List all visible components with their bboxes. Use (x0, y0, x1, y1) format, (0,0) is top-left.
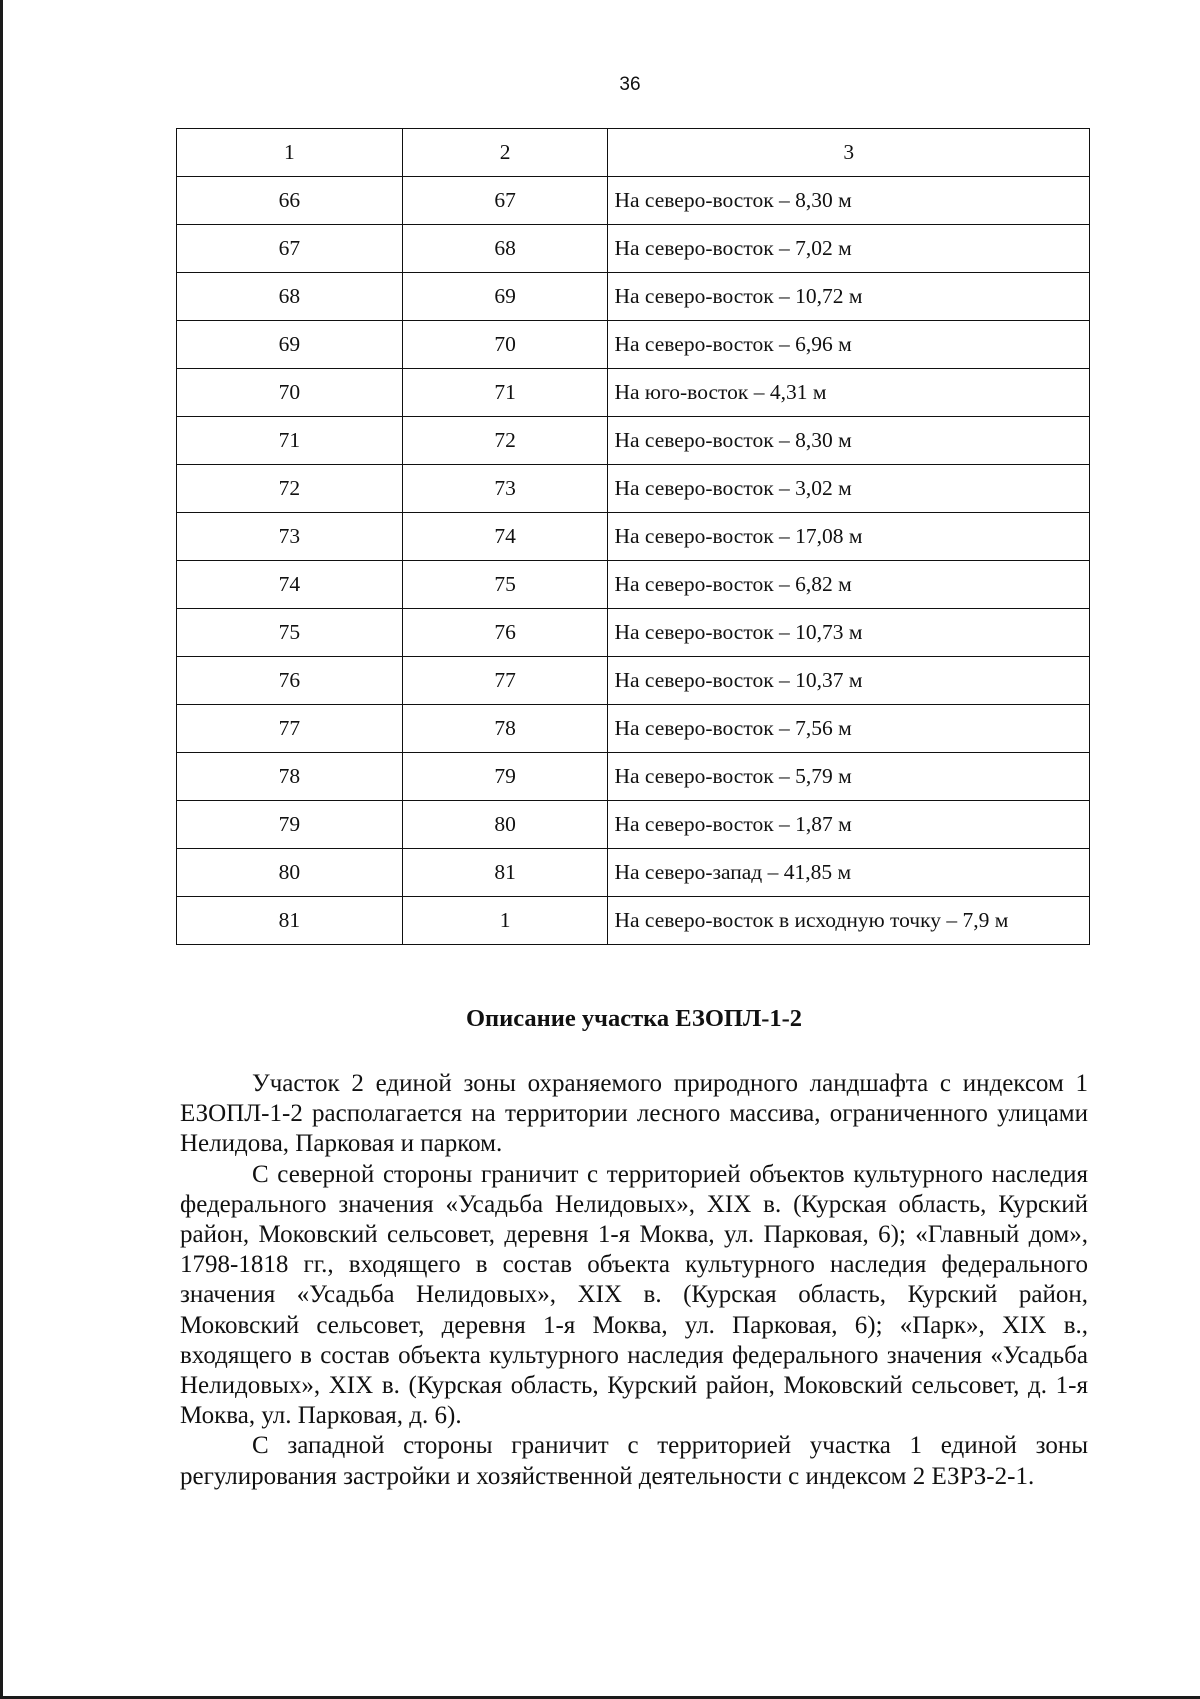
cell-direction-distance: На северо-восток – 1,87 м (608, 801, 1090, 849)
table-row (177, 225, 1090, 273)
cell-direction-distance: На северо-восток – 7,56 м (608, 705, 1090, 753)
cell-to-point: 67 (402, 177, 608, 225)
cell-to-point: 72 (402, 417, 608, 465)
cell-from-point: 72 (177, 465, 403, 513)
cell-from-point: 79 (177, 801, 403, 849)
cell-from-point: 74 (177, 561, 403, 609)
paragraph-west-border: С западной стороны граничит с территорией участка 1 единой зоны регулирования застройки и хозяйственной деятельности с индексом 2 ЕЗРЗ-2-1. (180, 1432, 1088, 1490)
cell-from-point: 70 (177, 369, 403, 417)
table-row (177, 657, 1090, 705)
cell-direction-distance: На северо-восток – 8,30 м (608, 417, 1090, 465)
cell-direction-distance: На северо-восток – 7,02 м (608, 225, 1090, 273)
table-row (177, 177, 1090, 225)
cell-from-point: 69 (177, 321, 403, 369)
cell-from-point: 66 (177, 177, 403, 225)
cell-to-point: 68 (402, 225, 608, 273)
table-row (177, 561, 1090, 609)
cell-direction-distance: На северо-восток в исходную точку – 7,9 м (608, 897, 1090, 945)
table-row (177, 369, 1090, 417)
cell-from-point: 68 (177, 273, 403, 321)
cell-direction-distance: На северо-восток – 10,72 м (608, 273, 1090, 321)
table-row (177, 753, 1090, 801)
cell-direction-distance: На северо-восток – 5,79 м (608, 753, 1090, 801)
table-row (177, 801, 1090, 849)
cell-direction-distance: На северо-восток – 17,08 м (608, 513, 1090, 561)
page-number: 36 (619, 74, 641, 95)
cell-direction-distance: На северо-восток – 3,02 м (608, 465, 1090, 513)
table-row (177, 849, 1090, 897)
section-title: Описание участка ЕЗОПЛ-1-2 (465, 1005, 803, 1032)
cell-direction-distance: На юго-восток – 4,31 м (608, 369, 1090, 417)
table-row (177, 609, 1090, 657)
table-row (177, 705, 1090, 753)
cell-to-point: 70 (402, 321, 608, 369)
paragraph-north-border: С северной стороны граничит с территорией объектов культурного наследия федерального значения «Усадьба Нелидовых», XIX в. (Курская область, Курский район, Моковский сельсовет, деревня 1-я Моква, ул. Парковая, 6); «Главный дом», 1798-1818 гг., входящего в состав объекта культурного наследия федерального значения «Усадьба Нелидовых», XIX в. (Курская область, Курский район, Моковский сельсовет, деревня 1-я Моква, ул. Парковая, 6); «Парк», XIX в., входящего в состав объекта культурного наследия федерального значения «Усадьба Нелидовых», XIX в. (Курская область, Курский район, Моковский сельсовет, д. 1-я Моква, ул. Парковая, д. 6). (180, 1160, 1088, 1430)
table-row (177, 273, 1090, 321)
cell-to-point: 80 (402, 801, 608, 849)
cell-to-point: 71 (402, 369, 608, 417)
cell-direction-distance: На северо-восток – 10,37 м (608, 657, 1090, 705)
table-row (177, 513, 1090, 561)
boundary-table (176, 128, 1090, 945)
table-row (177, 417, 1090, 465)
cell-from-point: 80 (177, 849, 403, 897)
table-header-row (177, 129, 1090, 177)
cell-from-point: 71 (177, 417, 403, 465)
table-row (177, 321, 1090, 369)
cell-direction-distance: На северо-восток – 6,96 м (608, 321, 1090, 369)
cell-to-point: 78 (402, 705, 608, 753)
cell-from-point: 67 (177, 225, 403, 273)
cell-direction-distance: На северо-запад – 41,85 м (608, 849, 1090, 897)
scan-edge-left (0, 0, 3, 1699)
section-text (180, 1069, 1088, 1492)
cell-direction-distance: На северо-восток – 10,73 м (608, 609, 1090, 657)
paragraph-location: Участок 2 единой зоны охраняемого природного ландшафта с индексом 1 ЕЗОПЛ-1-2 располагается на территории лесного массива, ограниченного улицами Нелидова, Парковая и парком. (180, 1070, 1088, 1158)
cell-to-point: 79 (402, 753, 608, 801)
cell-to-point: 77 (402, 657, 608, 705)
header-cell-2: 2 (402, 129, 608, 177)
boundary-table-body (177, 129, 1090, 945)
cell-to-point: 73 (402, 465, 608, 513)
cell-from-point: 77 (177, 705, 403, 753)
header-cell-3: 3 (608, 129, 1090, 177)
cell-from-point: 73 (177, 513, 403, 561)
cell-to-point: 69 (402, 273, 608, 321)
cell-direction-distance: На северо-восток – 6,82 м (608, 561, 1090, 609)
cell-from-point: 75 (177, 609, 403, 657)
cell-to-point: 81 (402, 849, 608, 897)
cell-to-point: 75 (402, 561, 608, 609)
cell-direction-distance: На северо-восток – 8,30 м (608, 177, 1090, 225)
cell-to-point: 1 (402, 897, 608, 945)
cell-to-point: 74 (402, 513, 608, 561)
table-row (177, 897, 1090, 945)
cell-from-point: 81 (177, 897, 403, 945)
header-cell-1: 1 (177, 129, 403, 177)
cell-from-point: 78 (177, 753, 403, 801)
cell-from-point: 76 (177, 657, 403, 705)
table-row (177, 465, 1090, 513)
cell-to-point: 76 (402, 609, 608, 657)
